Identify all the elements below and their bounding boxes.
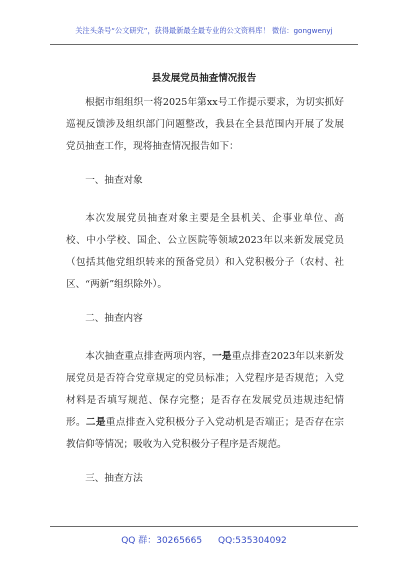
footer-divider	[50, 526, 358, 527]
intro-paragraph: 根据市组组织一将2025年第xx号工作提示要求，为切实抓好巡视反馈涉及组织部门问题整改，我县在全县范围内开展了发展党员抽查工作，现将抽查情况报告如下：	[66, 97, 344, 152]
section-1-paragraph: 本次发展党员抽查对象主要是全县机关、企事业单位、高校、中小学校、国企、公立医院等领域2023年以来新发展党员（包括其他党组织转来的预备党员）和入党积极分子（农村、社区、“两新”组织除外）。	[66, 213, 344, 290]
section-heading-2: 二、抽查内容	[85, 313, 143, 324]
section-2-text-c: 重点排查入党积极分子入党动机是否端正；是否存在宗教信仰等情况；吸收为入党积极分子程序是否规范。	[66, 417, 345, 450]
footer-contact	[0, 533, 408, 546]
section-heading-3: 三、抽查方法	[85, 473, 143, 484]
footer-qq-group: QQ 群：30265665	[121, 536, 203, 546]
document-body	[66, 92, 344, 490]
header-divider	[50, 44, 358, 45]
section-2-paragraph	[66, 346, 344, 456]
footer-qq-number: QQ:535304092	[218, 536, 287, 546]
section-2-bold-first: 一是	[212, 351, 232, 362]
section-heading-1: 一、抽查对象	[85, 175, 143, 186]
section-2-bold-second: 二是	[85, 417, 106, 428]
header-promo-note: 关注头条号“公文研究”，获得最新最全最专业的公文资料库！ 微信：gongwenyj	[75, 26, 333, 35]
document-title: 县发展党员抽查情况报告	[151, 73, 257, 84]
section-2-text-b: 重点排查2023年以来新发展党员是否符合党章规定的党员标准；入党程序是否规范；入党材料是否填写规范、保存完整；是否存在发展党员违规违纪情形。	[66, 351, 345, 428]
section-2-text-a: 本次抽查重点排查两项内容，	[85, 351, 213, 362]
